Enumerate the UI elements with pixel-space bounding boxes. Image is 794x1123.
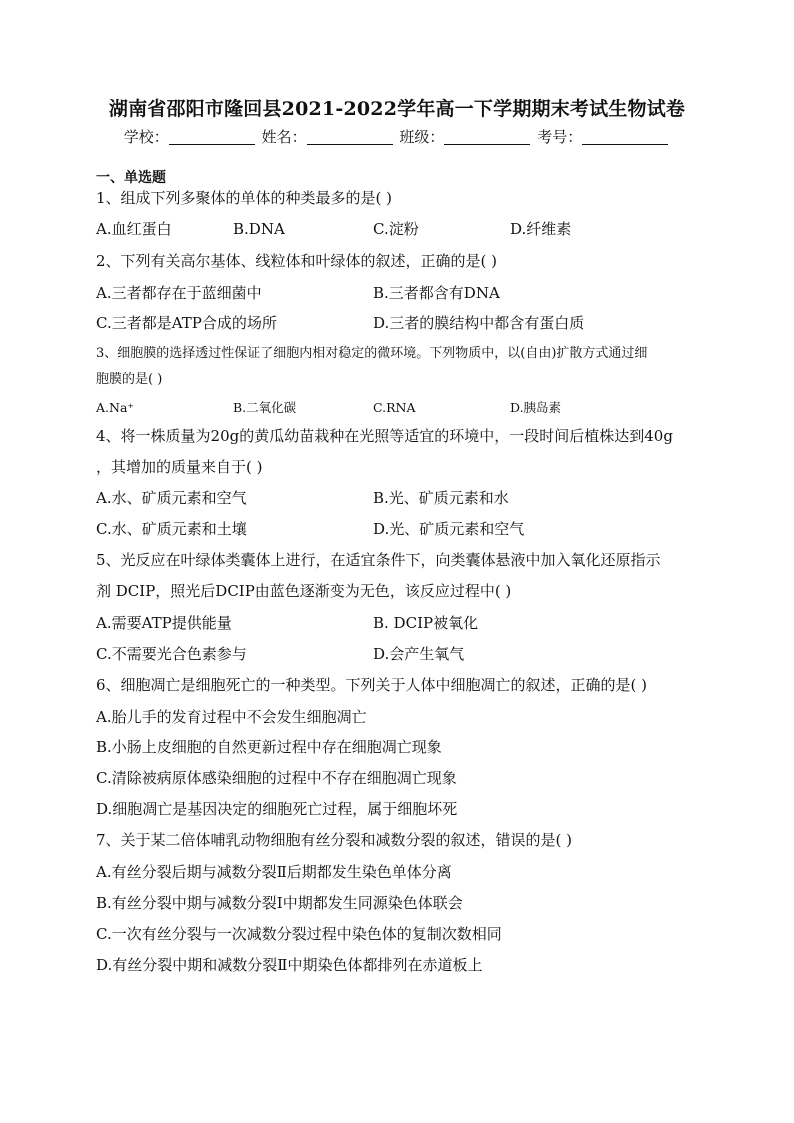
question-6-option-a: A.胎儿手的发育过程中不会发生细胞凋亡 [96,708,367,726]
option-d: D.纤维素 [510,220,572,238]
option-a: A.Na⁺ [96,400,134,415]
question-7-option-a: A.有丝分裂后期与减数分裂Ⅱ后期都发生染色单体分离 [96,863,452,881]
student-info-line [0,126,794,147]
option-d: D.胰岛素 [510,400,562,415]
question-4-options-row1 [96,488,706,508]
question-2-stem: 2、下列有关高尔基体、线粒体和叶绿体的叙述，正确的是( ) [96,252,498,270]
option-b: B.二氧化碳 [233,400,297,415]
option-c: C.不需要光合色素参与 [96,645,247,663]
question-7-option-d: D.有丝分裂中期和减数分裂Ⅱ中期染色体都排列在赤道板上 [96,956,483,974]
exam-number-blank [582,130,668,145]
option-c: C.RNA [373,400,416,415]
question-2-options-row1 [96,283,706,303]
question-4-stem-line1: 4、将一株质量为20g的黄瓜幼苗栽种在光照等适宜的环境中，一段时间后植株达到40g [96,427,673,445]
question-5-options-row2 [96,644,706,664]
exam-title: 湖南省邵阳市隆回县2021-2022学年高一下学期期末考试生物试卷 [108,98,686,120]
option-b: B. DCIP被氧化 [373,614,479,632]
question-7-option-b: B.有丝分裂中期与减数分裂Ⅰ中期都发生同源染色体联会 [96,894,463,912]
question-2-options-row2 [96,313,706,333]
question-6-stem: 6、细胞凋亡是细胞死亡的一种类型。下列关于人体中细胞凋亡的叙述，正确的是( ) [96,676,648,694]
option-c: C.淀粉 [373,220,419,238]
option-b: B.三者都含有DNA [373,284,500,302]
name-blank [307,130,393,145]
option-c: C.三者都是ATP合成的场所 [96,314,277,332]
question-4-options-row2 [96,519,706,539]
school-blank [169,130,255,145]
option-d: D.会产生氧气 [373,645,465,663]
option-b: B.DNA [233,220,285,238]
question-5-stem-line2: 剂 DCIP，照光后DCIP由蓝色逐渐变为无色，该反应过程中( ) [96,582,512,600]
option-b: B.光、矿质元素和水 [373,489,509,507]
question-6-option-c: C.清除被病原体感染细胞的过程中不存在细胞凋亡现象 [96,769,457,787]
question-6-option-b: B.小肠上皮细胞的自然更新过程中存在细胞凋亡现象 [96,738,442,756]
question-6-option-d: D.细胞凋亡是基因决定的细胞死亡过程，属于细胞坏死 [96,800,458,818]
name-label: 姓名： [261,128,307,146]
question-5-options-row1 [96,613,706,633]
question-3-stem-line2: 胞膜的是( ) [96,372,163,387]
class-blank [444,130,530,145]
question-7-option-c: C.一次有丝分裂与一次减数分裂过程中染色体的复制次数相同 [96,925,502,943]
question-3-stem-line1: 3、细胞膜的选择透过性保证了细胞内相对稳定的微环境。下列物质中，以(自由)扩散方式通过细 [96,346,648,361]
question-1-options [96,219,706,239]
option-d: D.光、矿质元素和空气 [373,520,525,538]
option-a: A.血红蛋白 [96,220,172,238]
option-a: A.需要ATP提供能量 [96,614,232,632]
question-4-stem-line2: ，其增加的质量来自于( ) [96,458,263,476]
school-label: 学校： [123,128,169,146]
option-d: D.三者的膜结构中都含有蛋白质 [373,314,585,332]
section-title: 一、单选题 [96,170,166,186]
question-5-stem-line1: 5、光反应在叶绿体类囊体上进行，在适宜条件下，向类囊体悬液中加入氧化还原指示 [96,551,661,569]
option-a: A.三者都存在于蓝细菌中 [96,284,262,302]
option-a: A.水、矿质元素和空气 [96,489,247,507]
class-label: 班级： [399,128,445,146]
question-7-stem: 7、关于某二倍体哺乳动物细胞有丝分裂和减数分裂的叙述，错误的是( ) [96,831,573,849]
option-c: C.水、矿质元素和土壤 [96,520,247,538]
question-1-stem: 1、组成下列多聚体的单体的种类最多的是( ) [96,189,393,207]
question-3-options [96,398,706,418]
exam-number-label: 考号： [537,128,583,146]
